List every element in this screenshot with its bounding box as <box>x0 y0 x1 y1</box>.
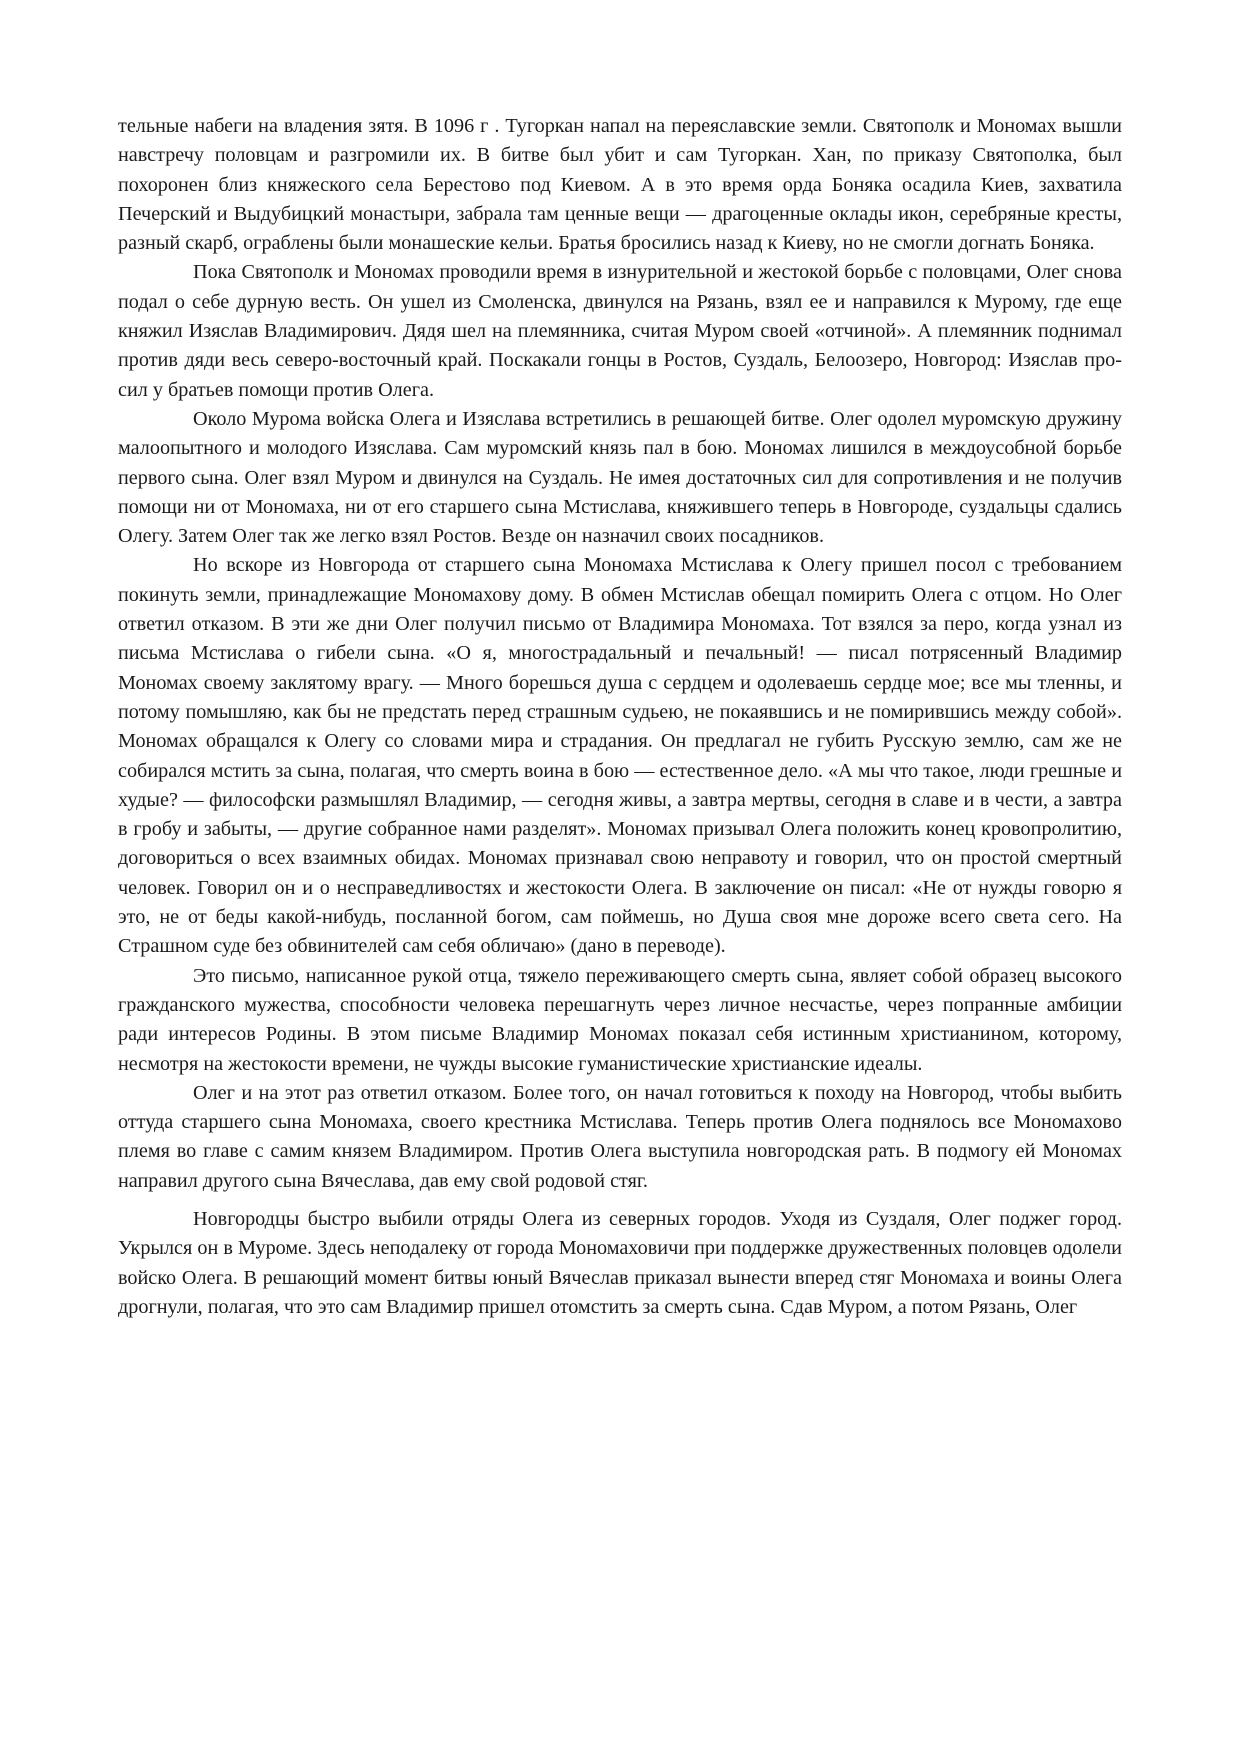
paragraph-7: Новгородцы быстро выбили отряды Олега из северных городов. Уходя из Суздаля, Олег поджег город. Укрылся он в Муроме. Здесь неподалеку от города Мономаховичи при поддержке дружественных половцев одолели войско Олега. В решающий момент битвы юный Вячеслав приказал вынести вперед стяг Мономаха и воины Олега дрогнули, полагая, что это сам Владимир пришел отомстить за смерть сына. Сдав Муром, а потом Рязань, Олег <box>118 1207 1122 1318</box>
document-page <box>118 112 1122 1322</box>
paragraph-4: Но вскоре из Новгорода от старшего сына Мономаха Мстислава к Олегу пришел посол с требованием покинуть земли, принадлежащие Мономахову дому. В обмен Мстислав обещал помирить Олега с отцом. Но Олег ответил отказом. В эти же дни Олег получил письмо от Владимира Мономаха. Тот взялся за перо, когда узнал из письма Мстислава о гибели сына. «О я, многострадальный и печальный! — писал потрясенный Владимир Мономах своему заклятому врагу. — Много борешься душа с сердцем и одолеваешь сердце мое; все мы тленны, и потому помышляю, как бы не предстать перед страшным судьею, не покаявшись и не помирившись между собой». Мономах обращался к Олегу со словами мира и страдания. Он предлагал не губить Русскую землю, сам же не собирался мстить за сына, полагая, что смерть воина в бою — естественное дело. «А мы что такое, люди грешные и худые? — философски размышлял Владимир, — сегодня живы, а завтра мертвы, сегодня в славе и в чести, а завтра в гробу и забыты, — другие собранное нами разделят». Мономах призывал Олега положить конец кровопролитию, договориться о всех взаимных обидах. Мономах признавал свою неправоту и говорил, что он простой смертный человек. Говорил он и о несправедливостях и жестокости Олега. В заключение он писал: «Не от нужды говорю я это, не от беды какой-нибудь, посланной богом, сам поймешь, но Душа своя мне дороже всего света сего. На Страшном суде без обвинителей сам себя обличаю» (дано в переводе). <box>118 554 1122 958</box>
paragraph-5: Это письмо, написанное рукой отца, тяжело переживающего смерть сына, являет собой образец высокого гражданского мужества, способности человека перешагнуть через личное несчастье, через попранные амбиции ради интересов Родины. В этом письме Владимир Мономах показал себя истинным христианином, которому, несмотря на жестокости времени, не чужды высокие гуманистические христианские идеалы. <box>118 964 1122 1075</box>
paragraph-6: Олег и на этот раз ответил отказом. Более того, он начал готовиться к походу на Новгород, чтобы выбить оттуда старшего сына Мономаха, своего крестника Мстислава. Теперь против Олега поднялось все Мономахово племя во главе с самим князем Владимиром. Против Олега выступила новгородская рать. В подмогу ей Мономах направил другого сына Вячеслава, дав ему свой родовой стяг. <box>118 1081 1122 1192</box>
paragraph-1: тельные набеги на владения зятя. В 1096 г . Тугоркан напал на переяславские земли. Святополк и Мономах вышли навстречу половцам и разгромили их. В битве был убит и сам Тугоркан. Хан, по приказу Святополка, был похоронен близ княжеского села Берестово под Киевом. А в это время орда Боняка осадила Киев, захватила Печерский и Выдубицкий монастыри, забрала там ценные вещи — драгоценные оклады икон, серебряные кресты, разный скарб, ограблены были монашеские кельи. Братья бросились назад к Киеву, но не смогли догнать Боняка. <box>118 115 1122 255</box>
paragraph-3: Около Мурома войска Олега и Изяслава встретились в решающей битве. Олег одолел муромскую дружину малоопытного и молодого Изяслава. Сам муромский князь пал в бою. Мономах лишился в междоусобной борьбе первого сына. Олег взял Муром и двинулся на Суздаль. Не имея достаточных сил для сопротивления и не получив помощи ни от Мономаха, ни от его старшего сына Мстислава, княжившего теперь в Новгороде, суздальцы сдались Олегу. Затем Олег так же легко взял Ростов. Везде он назначил своих посадников. <box>118 407 1122 548</box>
paragraph-2: Пока Святополк и Мономах проводили время в изнурительной и жестокой борьбе с половцами, Олег снова подал о себе дурную весть. Он ушел из Смоленска, двинулся на Рязань, взял ее и направился к Мурому, где еще княжил Изяслав Владимирович. Дядя шел на племянника, считая Муром своей «отчиной». А племянник поднимал против дяди весь северо-восточный край. Поскакали гонцы в Ростов, Суздаль, Белоозеро, Новгород: Изяслав просил у братьев помощи против Олега. <box>118 261 1122 401</box>
